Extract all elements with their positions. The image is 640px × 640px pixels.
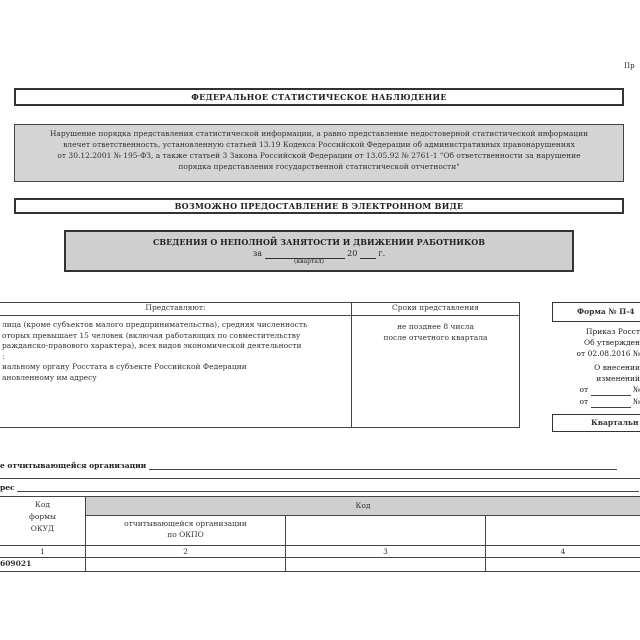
org-name-row [0,460,640,470]
form-info-line-6 [552,396,640,408]
col-org-label: отчитывающейся организации [124,519,247,528]
col-4-value-field[interactable] [486,558,640,572]
col-number-4: 4 [486,546,640,558]
notice-line-2: влечет ответственность, установленную статьей 13.19 Кодекса Российской Федерации об административных правонарушениях [63,140,575,149]
submitters-line-3: ражданско-правового характера), всех видов экономической деятельности [2,341,302,350]
periodicity-box: Квартальн [552,414,640,432]
code-group-header: Код [86,496,640,516]
address-label: рес [0,483,15,492]
form-approval-info [552,326,640,408]
submitters-line-6: ановленному им адресу [2,372,97,382]
period-suffix: г. [378,249,386,258]
col-org-sub: по ОКПО [167,529,204,539]
col-4-header [486,516,640,546]
amend-date-label-1: от [579,385,589,394]
org-name-field[interactable] [149,460,617,470]
deadlines-header: Сроки представления [352,303,519,316]
report-title: СВЕДЕНИЯ О НЕПОЛНОЙ ЗАНЯТОСТИ И ДВИЖЕНИИ РАБОТНИКОВ [152,237,485,247]
submitters-box [0,302,352,428]
notice-line-1: Нарушение порядка представления статистической информации, а равно представление недостоверной статистической информации [49,129,589,138]
col-number-1: 1 [0,546,86,558]
form-info-line-5 [552,384,640,396]
address-row [0,482,640,492]
notice-line-4: порядка представления государственной статистической отчетности" [178,162,460,171]
submitters-line-1: лица (кроме субъектов малого предпринимательства), средняя численность [2,320,308,329]
col-form-okud-header [0,496,86,546]
address-field[interactable] [17,482,639,492]
electronic-submission-banner: ВОЗМОЖНО ПРЕДОСТАВЛЕНИЕ В ЭЛЕКТРОННОМ ВИДЕ [14,198,624,214]
notice-line-3: от 30.12.2001 № 195-ФЗ, а также статьей 3 Закона Российской Федерации от 13.05.92 № 2761-1 "Об ответственности за нарушение [57,151,581,160]
submitters-line-5: иальному органу Росстата в субъекте Российской Федерации [2,362,247,371]
col-3-header [286,516,486,546]
amend-num-label-2: № [632,397,640,406]
page-corner-text: Пр [624,62,635,70]
amend-num-label-1: № [632,385,640,394]
form-number-header: Форма № П-4 [552,302,640,322]
period-year-field[interactable] [360,249,376,259]
amend-date-label-2: от [579,397,589,406]
submitters-line-4: : [2,351,5,361]
report-title-box [64,230,574,272]
deadlines-line-1: не позднее 8 числа [397,322,474,331]
org-name-continuation-line [0,478,640,479]
col-okud-label: ОКУД [30,524,55,533]
form-info-line-2: Об утвержден [583,338,640,347]
col-number-3: 3 [286,546,486,558]
liability-notice [14,124,624,182]
form-info-line-1: Приказ Росст [585,327,640,336]
federal-observation-banner: ФЕДЕРАЛЬНОЕ СТАТИСТИЧЕСКОЕ НАБЛЮДЕНИЕ [14,88,624,106]
amend-date-field-1[interactable] [591,384,631,396]
submitters-header: Представляют: [0,303,351,316]
amend-date-field-2[interactable] [591,396,631,408]
okud-value: 609021 [0,558,86,572]
col-form-label: формы [29,512,56,521]
code-table [0,496,640,574]
org-name-label: е отчитывающейся организации [0,461,147,470]
period-prefix: за [252,249,263,258]
col-org-header [86,516,286,546]
period-caption: (квартал) [294,258,324,265]
deadlines-line-2: после отчетного квартала [383,332,488,342]
col-3-value-field[interactable] [286,558,486,572]
form-info-line-4: О внесении изменений [594,363,640,383]
deadlines-box [352,302,520,428]
submitters-line-2: оторых превышает 15 человек (включая работающих по совместительству [2,330,301,340]
col-code-label: Код [35,500,50,509]
form-info-line-3: от 02.08.2016 № [576,349,640,358]
okpo-value-field[interactable] [86,558,286,572]
period-year: 20 [347,249,358,258]
col-number-2: 2 [86,546,286,558]
